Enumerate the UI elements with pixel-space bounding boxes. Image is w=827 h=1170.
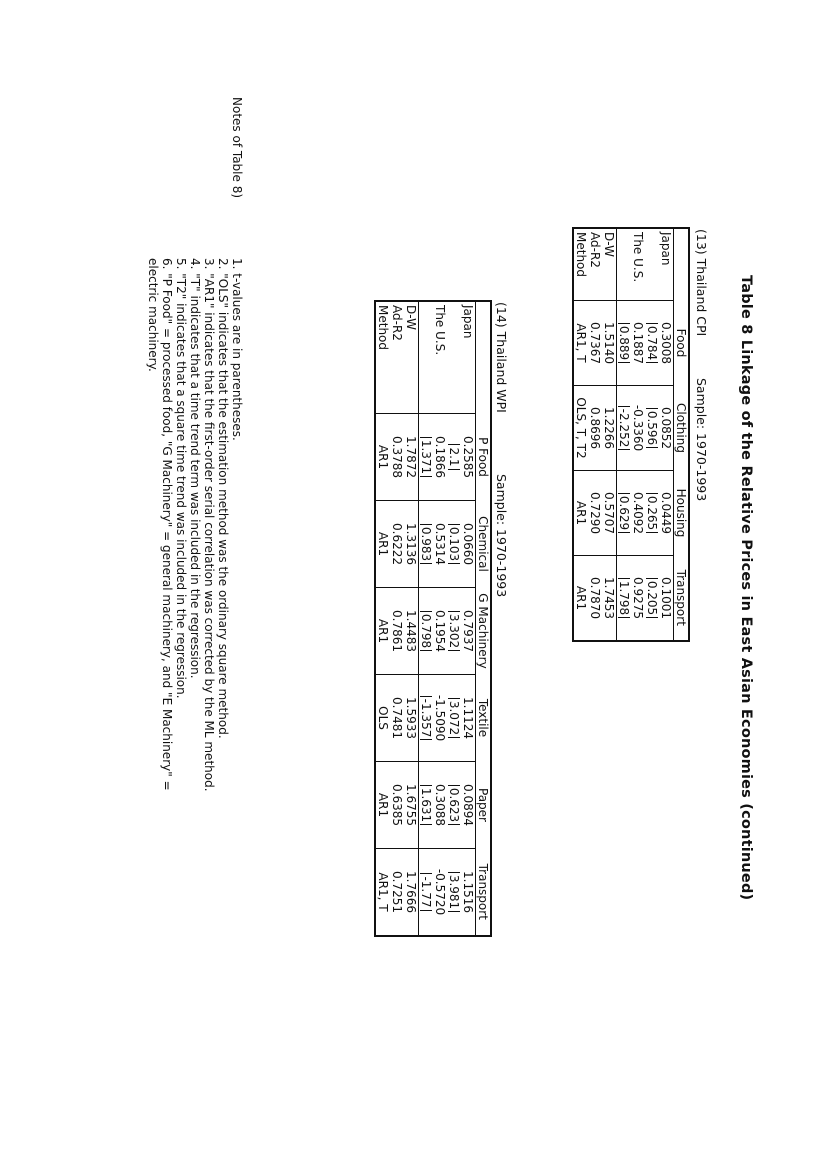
- t-value: 1.798: [618, 578, 630, 618]
- value-cell: 1.7666: [404, 849, 419, 937]
- value-cell: 0.0660: [461, 501, 476, 588]
- value-cell: OLS, T, T2: [573, 386, 588, 471]
- value-cell: 0.1866: [433, 414, 447, 501]
- value-cell: 1.4483: [404, 588, 419, 675]
- value-cell: -1.5090: [433, 675, 447, 762]
- t-value-cell: [645, 301, 659, 386]
- table14-caption: (14) Thailand WPI: [494, 302, 509, 413]
- row-label: [617, 228, 632, 301]
- t-value-cell: [419, 414, 434, 501]
- note-item: 2. "OLS" indicates that the estimation method was the ordinary square method.: [216, 258, 230, 739]
- row-label: Method: [574, 232, 588, 278]
- table-row: [419, 301, 434, 936]
- note-item: 6. "P Food" = processed food, "G Machinery" = general machinery, and "E Machinery" =: [160, 258, 174, 791]
- t-value-cell: [617, 301, 632, 386]
- row-label: The U.S.: [631, 232, 645, 283]
- t-value: 3.072: [448, 698, 460, 738]
- t-value: 0.265: [646, 493, 658, 533]
- t-value: 0.205: [646, 578, 658, 618]
- value-cell: 0.3088: [433, 762, 447, 849]
- value-cell: 0.1001: [659, 556, 674, 642]
- t-value: -1.357: [420, 696, 432, 741]
- notes-title: Notes of Table 8): [230, 97, 244, 199]
- value-cell: 0.0894: [461, 762, 476, 849]
- value-cell: 0.7367: [588, 301, 602, 386]
- value-cell: 0.5707: [602, 471, 617, 556]
- t-value-cell: [447, 849, 461, 937]
- t-value-cell: [419, 762, 434, 849]
- t-value-cell: [617, 471, 632, 556]
- value-cell: AR1: [573, 556, 588, 642]
- value-cell: 0.7251: [390, 849, 404, 937]
- value-cell: 0.7290: [588, 471, 602, 556]
- row-label: [645, 228, 659, 301]
- t-value-cell: [447, 675, 461, 762]
- t-value: 3.302: [448, 611, 460, 651]
- note-item: 5. "T2" indicates that a square time trend was included in the regression.: [174, 258, 188, 699]
- value-cell: 1.1124: [461, 675, 476, 762]
- row-label: D-W: [602, 228, 617, 301]
- corner-cell: [476, 301, 492, 414]
- table-row: [433, 301, 447, 936]
- column-header: Clothing: [674, 386, 690, 471]
- notes-list: [146, 258, 244, 792]
- value-cell: 0.0852: [659, 386, 674, 471]
- value-cell: 0.6222: [390, 501, 404, 588]
- value-cell: AR1: [375, 414, 390, 501]
- value-cell: -0.5720: [433, 849, 447, 937]
- table-row: [617, 228, 632, 641]
- t-value-cell: [617, 556, 632, 642]
- value-cell: AR1: [573, 471, 588, 556]
- t-value: 1.631: [420, 785, 432, 825]
- t-value: 3.981: [448, 872, 460, 912]
- note-item: 3. "AR1" indicates that the first-order serial correlation was corrected by the ML method.: [202, 258, 216, 792]
- column-header: Transport: [674, 556, 690, 642]
- t-value-cell: [419, 588, 434, 675]
- t-value-cell: [419, 501, 434, 588]
- column-header: Transport: [476, 849, 492, 937]
- table-row: [645, 228, 659, 641]
- table13-caption: (13) Thailand CPI: [694, 229, 709, 337]
- table-row: [588, 228, 602, 641]
- t-value: 0.103: [448, 524, 460, 564]
- t-value: -1.77: [420, 873, 432, 910]
- table-header-row: [674, 228, 690, 641]
- table-row: [404, 301, 419, 936]
- t-value: 0.983: [420, 524, 432, 564]
- value-cell: 0.3008: [659, 301, 674, 386]
- column-header: Textile: [476, 675, 492, 762]
- row-label: The U.S.: [433, 305, 447, 356]
- t-value-cell: [645, 556, 659, 642]
- table-row: [573, 228, 588, 641]
- value-cell: 1.7453: [602, 556, 617, 642]
- row-label: D-W: [404, 301, 419, 414]
- t-value: 1.371: [420, 437, 432, 477]
- t-value: 0.889: [618, 323, 630, 363]
- column-header: Food: [674, 301, 690, 386]
- value-cell: 1.3136: [404, 501, 419, 588]
- t-value: -2.252: [618, 406, 630, 451]
- table13-sample: Sample: 1970-1993: [694, 378, 709, 502]
- value-cell: 0.5314: [433, 501, 447, 588]
- value-cell: 0.7870: [588, 556, 602, 642]
- column-header: Chemical: [476, 501, 492, 588]
- t-value-cell: [617, 386, 632, 471]
- t-value: 2.1: [448, 444, 460, 469]
- table-title: Table 8 Linkage of the Relative Prices in East Asian Economies (continued): [738, 275, 754, 901]
- column-header: P Food: [476, 414, 492, 501]
- t-value: 0.798: [420, 611, 432, 651]
- table-row: [447, 301, 461, 936]
- row-label: Method: [376, 305, 390, 351]
- value-cell: 0.4092: [631, 471, 645, 556]
- t-value-cell: [447, 762, 461, 849]
- t-value: 0.623: [448, 785, 460, 825]
- t-value-cell: [447, 588, 461, 675]
- row-label: Japan: [461, 305, 475, 339]
- table-row: [375, 301, 390, 936]
- table-row: [659, 228, 674, 641]
- table14-sample: Sample: 1970-1993: [494, 474, 509, 598]
- row-label: [447, 301, 461, 414]
- table14-thailand-wpi: [374, 300, 492, 937]
- value-cell: AR1: [375, 501, 390, 588]
- value-cell: 1.5140: [602, 301, 617, 386]
- t-value: 0.596: [646, 408, 658, 448]
- value-cell: 0.7937: [461, 588, 476, 675]
- column-header: G Machinery: [476, 588, 492, 675]
- value-cell: OLS: [375, 675, 390, 762]
- value-cell: 1.2266: [602, 386, 617, 471]
- value-cell: 0.7481: [390, 675, 404, 762]
- value-cell: 1.7872: [404, 414, 419, 501]
- t-value-cell: [419, 849, 434, 937]
- t-value: 0.629: [618, 493, 630, 533]
- table-row: [390, 301, 404, 936]
- value-cell: 0.0449: [659, 471, 674, 556]
- value-cell: -0.3360: [631, 386, 645, 471]
- value-cell: 1.1516: [461, 849, 476, 937]
- table13-thailand-cpi: [572, 227, 690, 642]
- note-item: 4. "T" indicates that a time trend term was included in the regression.: [188, 258, 202, 679]
- value-cell: 1.5933: [404, 675, 419, 762]
- row-label: Japan: [659, 232, 673, 266]
- value-cell: 0.6385: [390, 762, 404, 849]
- table-header-row: [476, 301, 492, 936]
- value-cell: 1.6755: [404, 762, 419, 849]
- row-label: Ad-R2: [390, 305, 404, 341]
- value-cell: 0.3788: [390, 414, 404, 501]
- table-row: [631, 228, 645, 641]
- t-value: 0.784: [646, 323, 658, 363]
- value-cell: 0.1954: [433, 588, 447, 675]
- t-value-cell: [645, 471, 659, 556]
- table-row: [461, 301, 476, 936]
- value-cell: AR1: [375, 588, 390, 675]
- row-label: Ad-R2: [588, 232, 602, 268]
- value-cell: 0.9275: [631, 556, 645, 642]
- value-cell: 0.8696: [588, 386, 602, 471]
- value-cell: 0.7861: [390, 588, 404, 675]
- t-value-cell: [419, 675, 434, 762]
- table-row: [602, 228, 617, 641]
- value-cell: 0.2585: [461, 414, 476, 501]
- note-item: 1. t-values are in parentheses.: [230, 258, 244, 441]
- value-cell: AR1, T: [573, 301, 588, 386]
- corner-cell: [674, 228, 690, 301]
- row-label: [419, 301, 434, 414]
- column-header: Housing: [674, 471, 690, 556]
- value-cell: AR1, T: [375, 849, 390, 937]
- t-value-cell: [447, 414, 461, 501]
- value-cell: 0.1887: [631, 301, 645, 386]
- column-header: Paper: [476, 762, 492, 849]
- t-value-cell: [447, 501, 461, 588]
- t-value-cell: [645, 386, 659, 471]
- note-item: electric machinery.: [146, 258, 160, 372]
- value-cell: AR1: [375, 762, 390, 849]
